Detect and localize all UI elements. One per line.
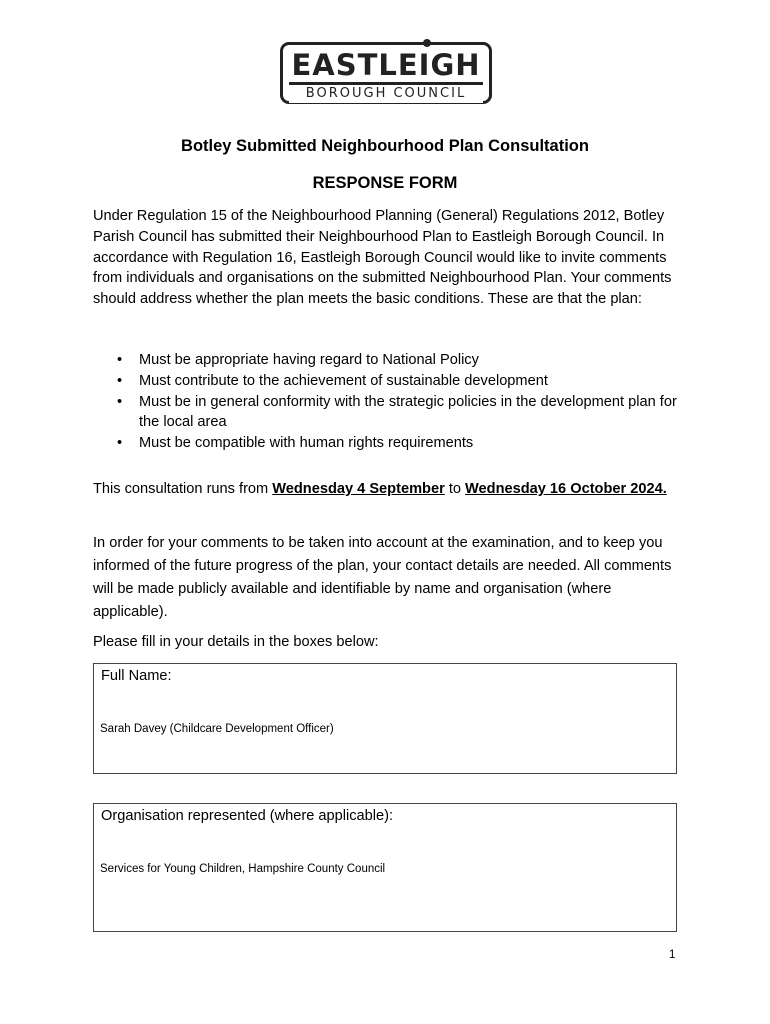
consultation-start-date: Wednesday 4 September xyxy=(272,481,445,497)
logo-line-1: EASTLEIGH xyxy=(291,48,481,82)
consultation-dates-paragraph xyxy=(93,478,683,501)
full-name-field[interactable] xyxy=(93,663,677,774)
document-title: Botley Submitted Neighbourhood Plan Consultation xyxy=(181,137,589,155)
basic-conditions-list xyxy=(93,350,699,454)
organisation-value[interactable]: Services for Young Children, Hampshire County Council xyxy=(100,863,386,875)
full-name-value[interactable]: Sarah Davey (Childcare Development Officer) xyxy=(100,723,334,735)
consultation-prefix: This consultation runs from xyxy=(93,481,273,497)
fill-prompt: Please fill in your details in the boxes below: xyxy=(93,634,379,650)
list-item: • Must be appropriate having regard to National Policy xyxy=(139,350,699,371)
consultation-end-date: Wednesday 16 October 2024. xyxy=(465,481,667,497)
list-item: • Must be in general conformity with the strategic policies in the development plan for the local area xyxy=(139,392,699,434)
organisation-label: Organisation represented (where applicable): xyxy=(101,808,394,824)
full-name-label: Full Name: xyxy=(101,668,172,684)
list-item: • Must be compatible with human rights requirements xyxy=(139,433,699,454)
logo-line-2: BOROUGH COUNCIL xyxy=(289,82,483,103)
list-item: • Must contribute to the achievement of sustainable development xyxy=(139,371,699,392)
organisation-field[interactable] xyxy=(93,803,677,932)
document-subtitle: RESPONSE FORM xyxy=(312,174,458,192)
privacy-paragraph: In order for your comments to be taken into account at the examination, and to keep you informed of the future progress of the plan, your contact details are needed. All comments will be made publicly available and identifiable by name and organisation (where applicable). xyxy=(93,535,672,620)
logo-dot xyxy=(423,39,431,47)
page-number: 1 xyxy=(669,949,676,961)
council-logo xyxy=(280,42,492,104)
intro-paragraph: Under Regulation 15 of the Neighbourhood Planning (General) Regulations 2012, Botley Parish Council has submitted their Neighbourhood Plan to Eastleigh Borough Council. In accordance with Regulation 16, Eastleigh Borough Council would like to invite comments from individuals and organisations on the submitted Neighbourhood Plan. Your comments should address whether the plan meets the basic conditions. These are that the plan: xyxy=(93,208,672,308)
consultation-middle: to xyxy=(444,481,466,497)
